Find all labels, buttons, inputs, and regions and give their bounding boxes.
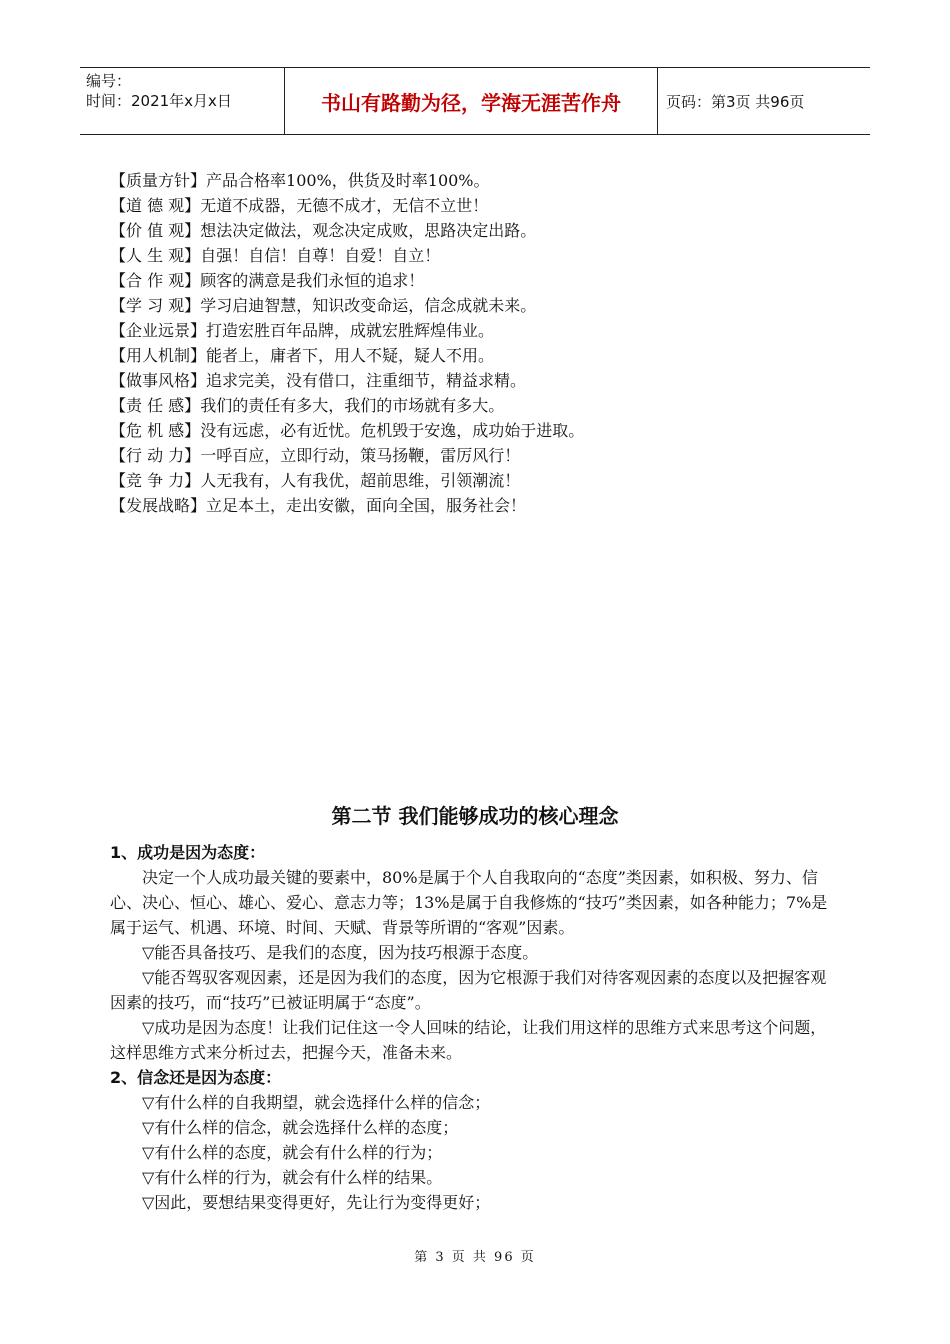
bullet-item: ▽有什么样的信念，就会选择什么样的态度； [142, 1118, 459, 1137]
page-footer: 第 3 页 共 96 页 [414, 1250, 536, 1265]
page-header [80, 67, 870, 135]
value-row [110, 443, 850, 468]
paragraph: ▽能否具备技巧、是我们的态度，因为技巧根源于态度。 [142, 943, 539, 962]
value-key: 【质量方针】 [110, 171, 207, 190]
value-key: 【企业远景】 [110, 321, 207, 340]
value-text: 没有远虑，必有近忧。危机毁于安逸，成功始于进取。 [200, 421, 585, 440]
number-label: 编号： [86, 72, 132, 90]
bullet-item: ▽因此，要想结果变得更好，先让行为变得更好； [142, 1193, 491, 1212]
value-row [110, 468, 850, 493]
value-text: 追求完美，没有借口，注重细节，精益求精。 [206, 371, 527, 390]
value-row [110, 318, 850, 343]
value-key: 【危 机 感】 [110, 421, 201, 440]
header-meta [80, 68, 284, 134]
value-text: 自强！自信！自尊！自爱！自立！ [200, 246, 441, 265]
bullet-item: ▽有什么样的行为，就会有什么样的结果。 [142, 1168, 443, 1187]
value-row [110, 393, 850, 418]
value-row [110, 368, 850, 393]
value-text: 无道不成器，无德不成才，无信不立世！ [200, 196, 489, 215]
bullet-item: ▽有什么样的态度，就会有什么样的行为； [142, 1143, 443, 1162]
value-key: 【行 动 力】 [110, 446, 201, 465]
subheading: 1、成功是因为态度： [110, 843, 266, 862]
value-text: 一呼百应，立即行动，策马扬鞭，雷厉风行！ [200, 446, 521, 465]
value-key: 【责 任 感】 [110, 396, 201, 415]
value-key: 【竞 争 力】 [110, 471, 201, 490]
paragraph: 决定一个人成功最关键的要素中，80%是属于个人自我取向的“态度”类因素，如积极、努力、信心、决心、恒心、雄心、爱心、意志力等；13%是属于自我修炼的“技巧”类因素，如各种能力；7%是属于运气、机遇、环境、时间、天赋、背景等所谓的“客观”因素。 [110, 868, 828, 937]
value-row [110, 243, 850, 268]
header-motto: 书山有路勤为径，学海无涯苦作舟 [284, 68, 658, 134]
value-text: 能者上，庸者下，用人不疑，疑人不用。 [206, 346, 495, 365]
header-page-info: 页码：第3页 共96页 [666, 92, 805, 111]
value-text: 学习启迪智慧，知识改变命运，信念成就未来。 [200, 296, 537, 315]
value-row [110, 293, 850, 318]
value-text: 顾客的满意是我们永恒的追求！ [200, 271, 425, 290]
value-text: 打造宏胜百年品牌，成就宏胜辉煌伟业。 [206, 321, 495, 340]
section-title: 第二节 我们能够成功的核心理念 [331, 804, 619, 828]
value-row [110, 168, 850, 193]
value-row [110, 218, 850, 243]
value-key: 【价 值 观】 [110, 221, 201, 240]
value-key: 【学 习 观】 [110, 296, 201, 315]
value-text: 我们的责任有多大，我们的市场就有多大。 [200, 396, 505, 415]
value-row [110, 493, 850, 518]
value-key: 【做事风格】 [110, 371, 207, 390]
value-key: 【发展战略】 [110, 496, 207, 515]
values-list [110, 168, 850, 518]
section-body [110, 840, 838, 1215]
paragraph: ▽成功是因为态度！让我们记住这一令人回味的结论，让我们用这样的思维方式来思考这个问题，这样思维方式来分析过去，把握今天，准备未来。 [110, 1018, 827, 1062]
subheading: 2、信念还是因为态度： [110, 1068, 282, 1087]
value-key: 【合 作 观】 [110, 271, 201, 290]
value-key: 【道 德 观】 [110, 196, 201, 215]
value-row [110, 343, 850, 368]
value-text: 产品合格率100%，供货及时率100%。 [206, 171, 490, 190]
paragraph: ▽能否驾驭客观因素，还是因为我们的态度，因为它根源于我们对待客观因素的态度以及把握客观因素的技巧，而“技巧”已被证明属于“态度”。 [110, 968, 827, 1012]
value-key: 【人 生 观】 [110, 246, 201, 265]
value-text: 人无我有，人有我优，超前思维，引领潮流！ [200, 471, 521, 490]
value-text: 立足本土，走出安徽，面向全国，服务社会！ [206, 496, 527, 515]
value-text: 想法决定做法，观念决定成败，思路决定出路。 [200, 221, 537, 240]
bullet-item: ▽有什么样的自我期望，就会选择什么样的信念； [142, 1093, 491, 1112]
value-key: 【用人机制】 [110, 346, 207, 365]
value-row [110, 193, 850, 218]
time-label: 时间：2021年x月x日 [86, 92, 232, 110]
value-row [110, 418, 850, 443]
value-row [110, 268, 850, 293]
